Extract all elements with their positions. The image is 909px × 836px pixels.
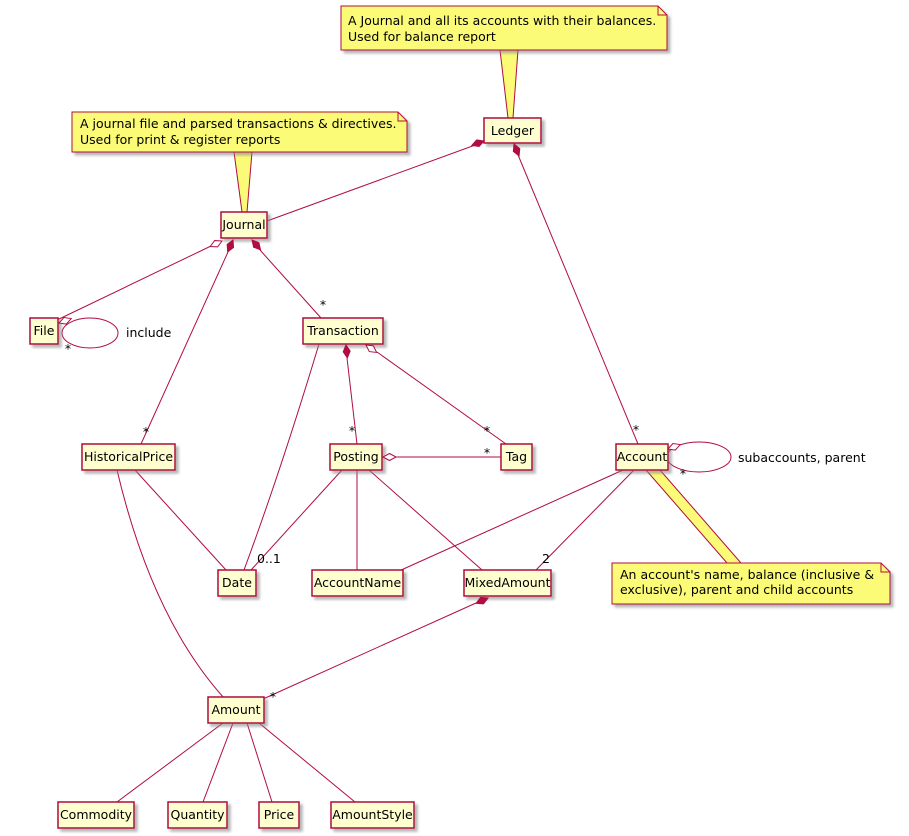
class-label-transaction: Transaction [307,323,379,338]
note-journal-file [72,112,407,152]
note-anchor-ledger [500,50,518,118]
multiplicity-journal-transaction: * [319,297,327,312]
class-label-accountname: AccountName [313,575,402,590]
class-label-mixedamount: MixedAmount [464,575,551,590]
class-label-price: Price [263,807,295,822]
edge-journal-transaction [260,250,321,318]
class-label-quantity: Quantity [170,807,225,822]
class-node-mixedamount [464,570,551,596]
edge-historicalprice-amount [117,470,224,698]
edge-mixedamount-amount [263,603,476,699]
multiplicity-journal-historicalprice: * [142,424,150,439]
edge-ledger-account [516,150,638,444]
edges [57,144,731,802]
note-account [612,563,890,604]
class-label-ledger: Ledger [490,123,535,138]
class-node-tag [501,444,532,470]
multiplicity-account-self: * [679,466,687,481]
note-balance-report [341,6,667,50]
multiplicity-transaction-posting: * [348,423,356,438]
composition-diamond-ledger-account [511,143,523,158]
composition-diamond-ledger-journal [471,138,486,149]
class-node-account [616,444,668,470]
edge-historicalprice-date [135,470,226,570]
class-node-transaction [303,318,383,344]
class-node-historicalprice [82,444,175,470]
edge-posting-mixedamount [369,470,482,570]
class-node-price [259,802,299,828]
note-balance-report-line1: A Journal and all its accounts with their balances. [348,13,657,28]
note-journal-file-line2: Used for print & register reports [80,132,281,147]
class-label-amountstyle: AmountStyle [332,807,413,822]
composition-diamond-journal-transaction [249,238,263,252]
edge-label-include: include [126,325,172,340]
note-balance-report-line2: Used for balance report [348,29,496,44]
edge-ledger-journal [267,144,478,221]
class-label-posting: Posting [333,449,379,464]
class-label-tag: Tag [505,449,528,464]
class-node-quantity [168,802,227,828]
note-anchor-journal [234,152,252,212]
class-node-file [30,318,58,344]
class-label-file: File [33,323,55,338]
class-label-account: Account [616,449,668,464]
note-journal-file-line1: A journal file and parsed transactions & directives. [80,116,397,131]
composition-diamond-journal-historicalprice [225,239,237,254]
aggregation-diamond-posting-tag [383,454,396,461]
multiplicity-file-self: * [64,341,72,356]
edge-journal-file [57,246,211,320]
edge-journal-historicalprice [141,252,228,444]
class-label-amount: Amount [211,702,261,717]
multiplicity-transaction-tag: * [483,423,491,438]
note-account-line1: An account's name, balance (inclusive & [620,567,875,582]
class-label-historicalprice: HistoricalPrice [83,449,174,464]
composition-diamond-transaction-posting [343,345,351,359]
aggregation-diamond-file-self [58,315,73,326]
note-account-line2: exclusive), parent and child accounts [620,582,854,597]
class-node-commodity [58,802,134,828]
class-label-date: Date [222,575,252,590]
multiplicity-ledger-account: * [632,422,640,437]
edge-label-subaccounts-parent: subaccounts, parent [738,450,866,465]
edge-amount-amountstyle [259,723,355,802]
class-node-accountname [312,570,403,596]
class-node-amountstyle [331,802,414,828]
edge-account-mixedamount [536,470,634,570]
edge-account-accountname [399,470,623,571]
aggregation-diamond-journal-file [209,238,224,250]
note-anchor-account [646,470,741,563]
edge-amount-price [247,723,272,802]
class-label-commodity: Commodity [59,807,133,822]
class-node-date [218,570,256,596]
multiplicity-posting-date: 0..1 [257,551,281,566]
multiplicity-account-mixedamount: 2 [542,551,550,566]
multiplicity-mixedamount-amount: * [269,689,277,704]
class-node-posting [330,444,382,470]
class-node-amount [208,697,264,723]
aggregation-diamond-account-self [667,441,682,452]
class-label-journal: Journal [222,217,266,232]
class-node-journal [221,212,267,238]
multiplicity-posting-tag: * [483,445,491,460]
class-node-ledger [484,118,541,143]
